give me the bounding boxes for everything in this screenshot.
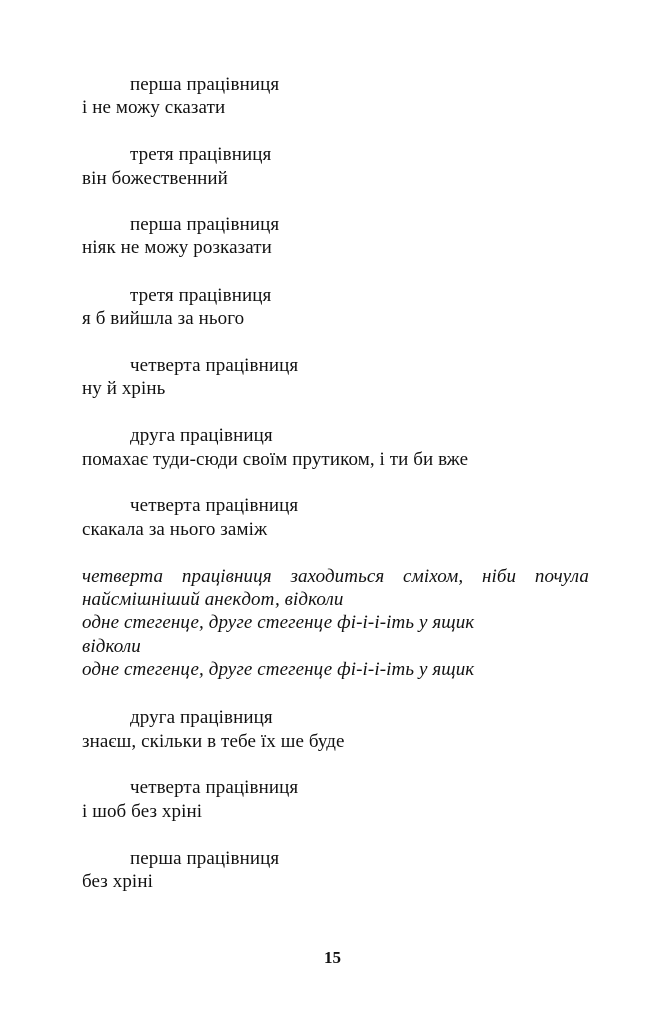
speaker-label: третя працівниця [130,144,272,165]
speaker-label: четверта працівниця [130,777,299,798]
speaker-label: перша працівниця [130,848,280,869]
speech-line: без хріні [82,871,153,892]
page-number: 15 [324,948,341,967]
speaker-label: третя працівниця [130,285,272,306]
speech-line: і шоб без хріні [82,801,203,822]
speech-line: і не можу сказати [82,97,226,118]
speech-line: ну й хрінь [82,378,166,399]
speech-line: скакала за нього заміж [82,519,268,540]
speech-line: помахає туди-сюди своїм прутиком, і ти би вже [82,449,469,470]
stage-direction-line: найсмішніший анекдот, відколи [82,589,344,610]
speaker-label: перша працівниця [130,214,280,235]
stage-direction-line: одне стегенце, друге стегенце фі-і-і-іть у ящик [82,612,475,633]
stage-direction-line: одне стегенце, друге стегенце фі-і-і-іть у ящик [82,659,475,680]
stage-direction-line: четверта працівниця заходиться сміхом, ніби почула [82,566,589,587]
speech-line: знаєш, скільки в тебе їх ше буде [82,731,345,752]
speaker-label: четверта працівниця [130,355,299,376]
stage-direction-line: відколи [82,636,141,657]
speaker-label: четверта працівниця [130,495,299,516]
speech-line: він божественний [82,168,228,189]
speaker-label: друга працівниця [130,707,273,728]
speech-line: ніяк не можу розказати [82,237,272,258]
speaker-label: друга працівниця [130,425,273,446]
speech-line: я б вийшла за нього [82,308,245,329]
speaker-label: перша працівниця [130,74,280,95]
